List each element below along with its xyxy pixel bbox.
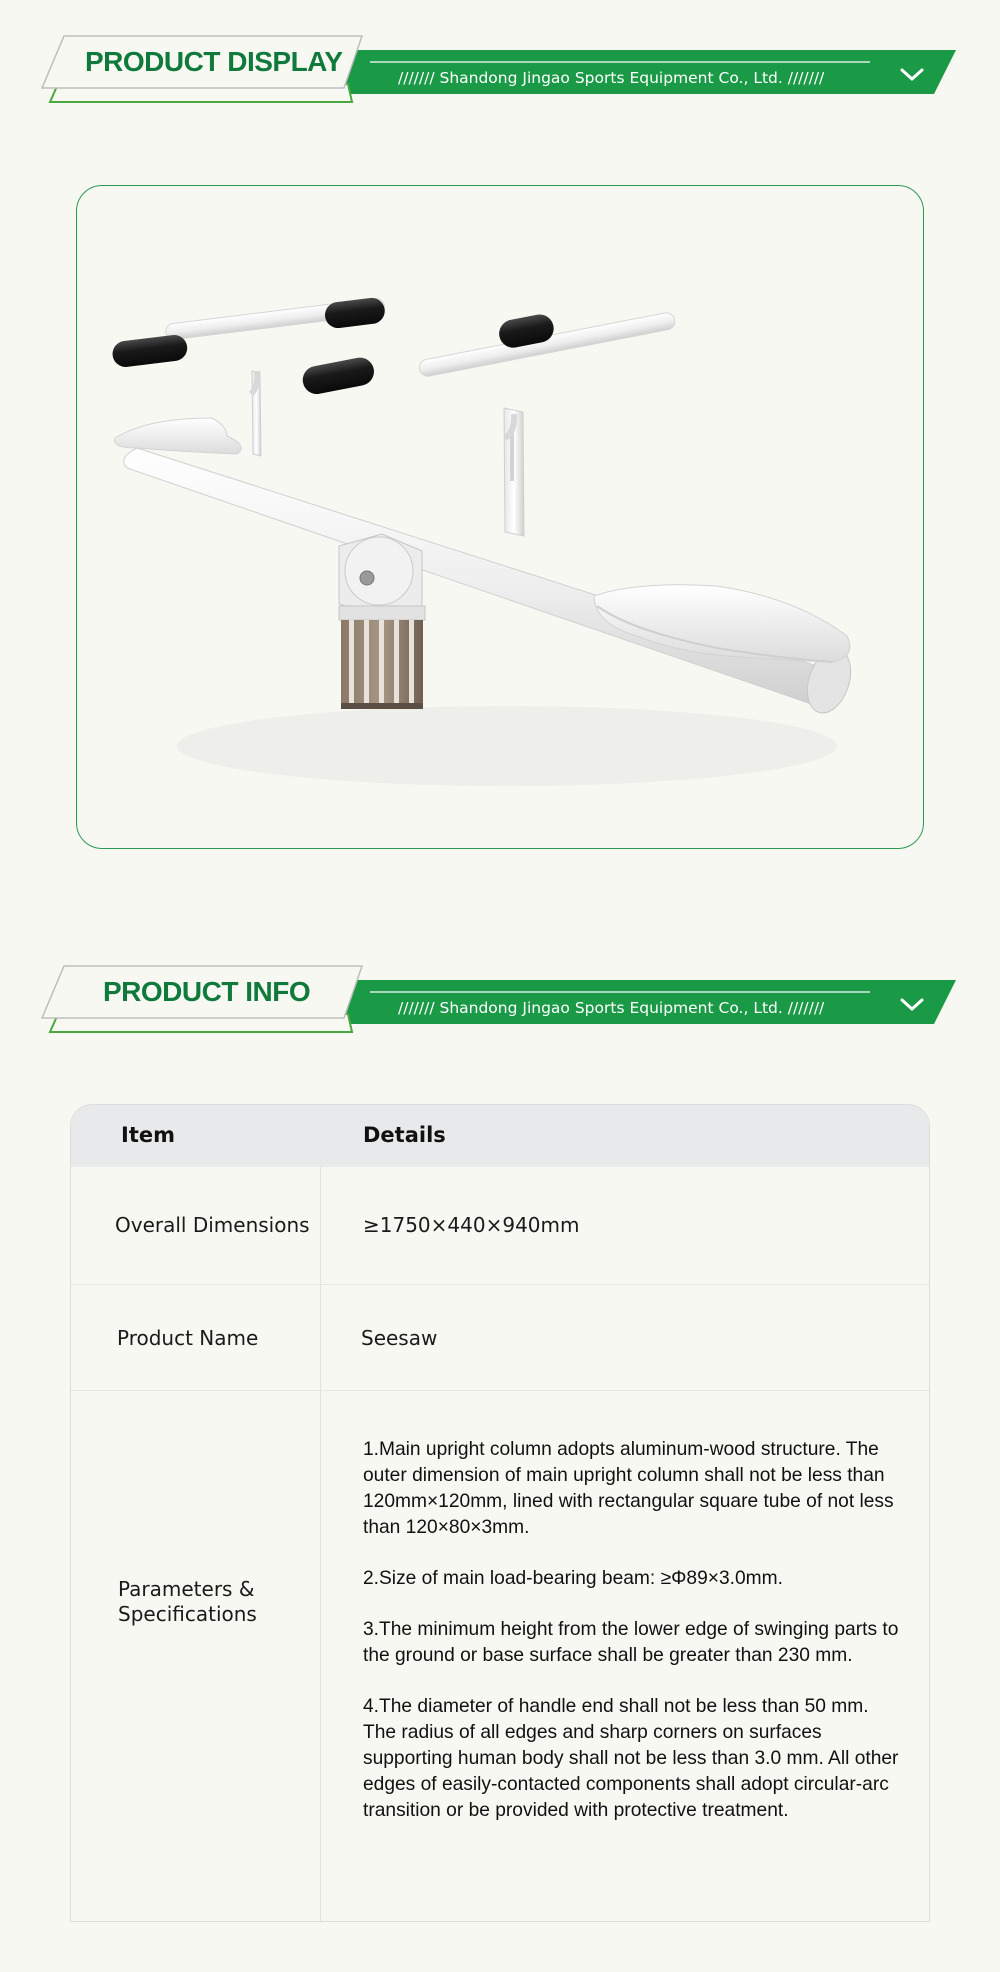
spec-paragraph: 2.Size of main load-bearing beam: ≥Φ89×3.0mm. xyxy=(363,1568,783,1589)
table-header xyxy=(71,1105,929,1167)
row-value-product-name: Seesaw xyxy=(361,1326,438,1350)
seesaw-illustration xyxy=(77,186,924,849)
section-subtitle: /////// Shandong Jingao Sports Equipment Co., Ltd. /////// xyxy=(398,69,825,87)
section-title: PRODUCT DISPLAY xyxy=(85,46,343,77)
column-divider xyxy=(320,1167,321,1922)
spec-paragraph: 3.The minimum height from the lower edge of swinging parts to the ground or base surface shall be greater than 230 mm. xyxy=(363,1619,899,1666)
handle-grip xyxy=(111,333,189,368)
column-header-details: Details xyxy=(363,1123,446,1147)
row-value-parameters-specifications xyxy=(363,1437,903,1849)
row-label-product-name: Product Name xyxy=(117,1326,259,1350)
chevron-down-icon xyxy=(897,995,927,1015)
row-label-overall-dimensions: Overall Dimensions xyxy=(115,1213,310,1237)
spec-paragraph: 1.Main upright column adopts aluminum-wood structure. The outer dimension of main upright column shall not be less than 120mm×120mm, lined with rectangular square tube of not less than 120×80×3mm. xyxy=(363,1439,894,1538)
column-header-item: Item xyxy=(121,1123,175,1147)
chevron-down-icon xyxy=(897,65,927,85)
row-divider xyxy=(71,1390,929,1391)
spec-paragraph: 4.The diameter of handle end shall not be less than 50 mm. The radius of all edges and sharp corners on surfaces supporting human body shall not be less than 3.0 mm. All other edges of easily-contacted components shall adopt circular-arc transition or be provided with protective treatment. xyxy=(363,1696,899,1821)
section-title: PRODUCT INFO xyxy=(103,976,311,1007)
section-header-product-info xyxy=(0,962,1000,1042)
section-header-product-display xyxy=(0,32,1000,112)
row-value-overall-dimensions: ≥1750×440×940mm xyxy=(363,1213,580,1237)
row-divider xyxy=(71,1284,929,1285)
section-subtitle: /////// Shandong Jingao Sports Equipment Co., Ltd. /////// xyxy=(398,999,825,1017)
row-label-parameters-specifications: Parameters & Specifications xyxy=(118,1577,257,1626)
product-info-table xyxy=(70,1104,930,1922)
product-image-frame xyxy=(76,185,924,849)
